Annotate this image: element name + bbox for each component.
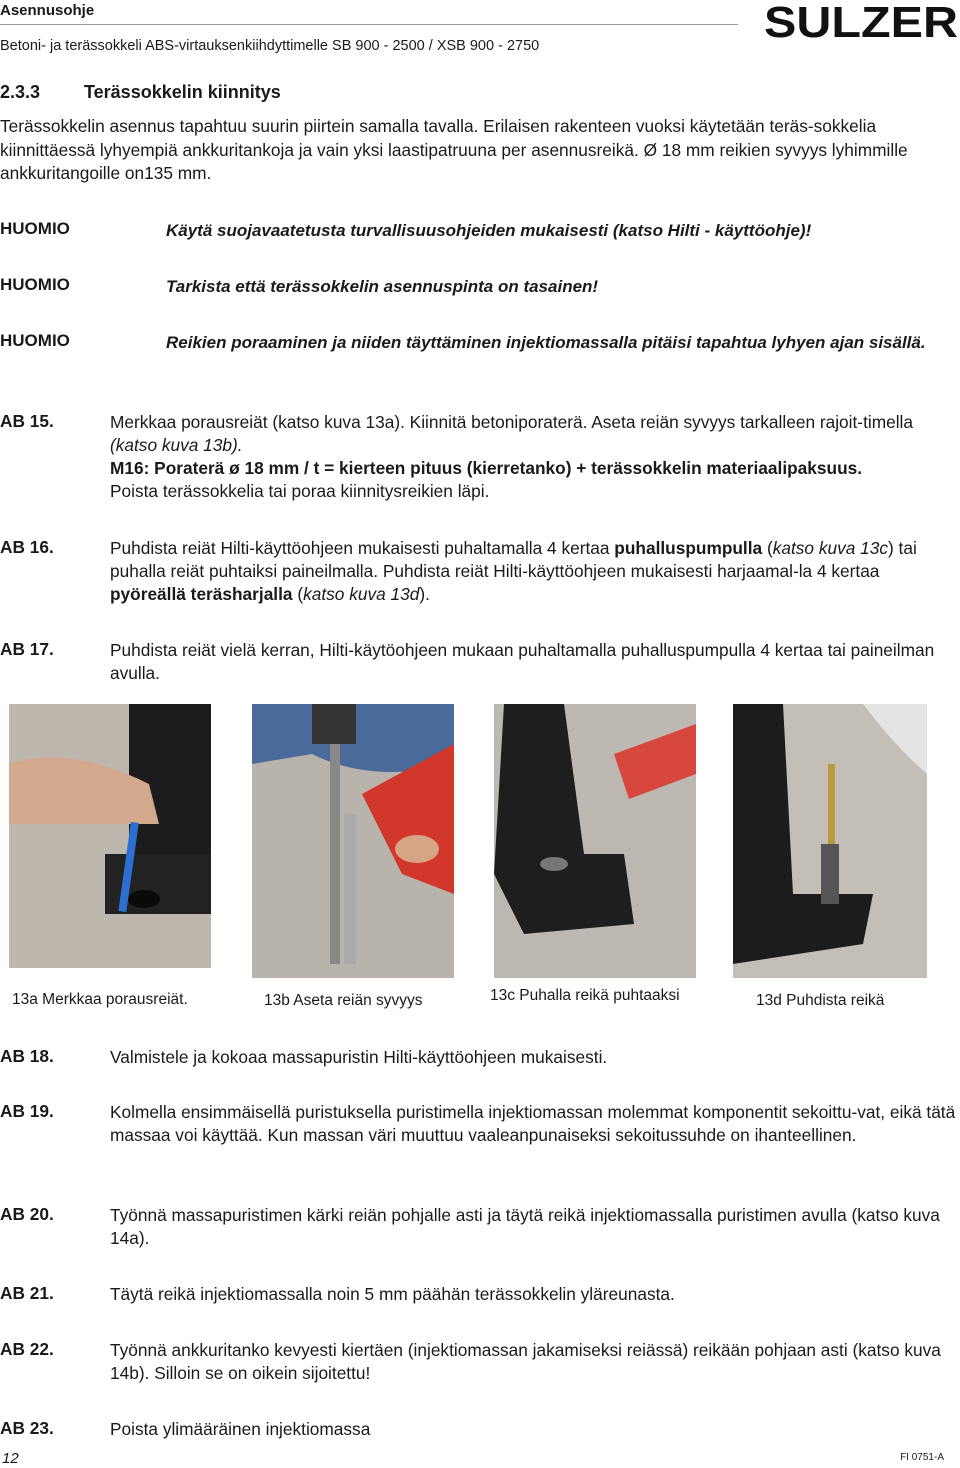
step-text: Työnnä ankkuritanko kevyesti kiertäen (injektiomassan jakamiseksi reiässä) reikään pohjaan asti (katso kuva 14b). Silloin se on oikein sijoitettu! — [110, 1340, 941, 1383]
step-text: Kolmella ensimmäisellä puristuksella puristimella injektiomassan molemmat komponentit sekoittu-vat, eikä tätä massaa voi käyttää. Kun massan väri muuttuu vaaleanpunaiseksi sekoitussuhde on ihanteellinen. — [110, 1102, 956, 1145]
figure-caption: 13c Puhalla reikä puhtaaksi — [490, 987, 680, 1004]
section-title: Terässokkelin kiinnitys — [84, 82, 281, 102]
figure-reference: katso kuva 13c — [772, 538, 888, 558]
figure-caption: 13b Aseta reiän syvyys — [264, 992, 423, 1009]
document-code: FI 0751-A — [900, 1452, 944, 1463]
note-text: Käytä suojavaatetusta turvallisuusohjeiden mukaisesti (katso Hilti - käyttöohje)! — [166, 221, 812, 240]
step-text-part: ) tai puhalla reiät puhtaiksi paineilmalla. Puhdista reiät Hilti-käyttöohjeen mukaisesti harjaamal-la 4 kertaa — [110, 538, 917, 581]
note-text: Tarkista että terässokkelin asennuspinta on tasainen! — [166, 277, 599, 296]
step-text: Työnnä massapuristimen kärki reiän pohjalle asti ja täytä reikä injektiomassalla puristimen avulla (katso kuva 14a). — [110, 1205, 940, 1248]
step-label: AB 20. — [0, 1204, 54, 1224]
step-text: Täytä reikä injektiomassalla noin 5 mm päähän terässokkelin yläreunasta. — [110, 1284, 675, 1304]
step-text: Valmistele ja kokoaa massapuristin Hilti-käyttöohjeen mukaisesti. — [110, 1047, 608, 1067]
step-text-part: ( — [292, 584, 304, 604]
photo-13d-brush-hole — [733, 704, 927, 978]
page-number: 12 — [2, 1450, 19, 1467]
photo-13a-marking-holes — [9, 704, 211, 968]
step-label: AB 17. — [0, 639, 54, 659]
step-text — [110, 411, 956, 503]
step-label: AB 15. — [0, 411, 54, 431]
emphasis: pyöreällä teräsharjalla — [110, 584, 293, 604]
step-text-part: Poista terässokkelia tai poraa kiinnitysreikien läpi. — [110, 481, 490, 501]
note-label: HUOMIO — [0, 275, 70, 294]
header-rule — [0, 24, 738, 25]
step-label: AB 21. — [0, 1283, 54, 1303]
note-text: Reikien poraaminen ja niiden täyttäminen injektiomassalla pitäisi tapahtua lyhyen ajan sisällä. — [166, 333, 926, 352]
sulzer-logo — [764, 0, 960, 44]
step-text-part: ( — [762, 538, 773, 558]
note-label: HUOMIO — [0, 331, 70, 350]
document-title: Asennusohje — [0, 2, 95, 19]
figure-reference: katso kuva 13d — [303, 584, 420, 604]
intro-paragraph: Terässokkelin asennus tapahtuu suurin piirtein samalla tavalla. Erilaisen rakenteen vuoksi käytetään teräs-sokkelia kiinnittäessä lyhyempiä ankkuritankoja ja vain yksi laastipatruuna per asennusreikä. Ø 18 mm reikien syvyys lyhimmille ankkuritangoille on135 mm. — [0, 116, 908, 183]
step-text-part: ). — [419, 584, 430, 604]
step-text: Poista ylimääräinen injektiomassa — [110, 1419, 371, 1439]
figure-caption: 13d Puhdista reikä — [756, 992, 885, 1009]
drill-spec: M16: Poraterä ø 18 mm / t = kierteen pituus (kierretanko) + terässokkelin materiaalipaksuus. — [110, 458, 863, 478]
document-subtitle: Betoni- ja terässokkeli ABS-virtauksenkiihdyttimelle SB 900 - 2500 / XSB 900 - 2750 — [0, 38, 540, 54]
section-number: 2.3.3 — [0, 82, 41, 102]
step-label: AB 19. — [0, 1101, 54, 1121]
step-label: AB 22. — [0, 1339, 54, 1359]
step-label: AB 23. — [0, 1418, 54, 1438]
logo-text: SULZER — [764, 0, 958, 44]
step-text — [110, 537, 956, 606]
step-text: Puhdista reiät vielä kerran, Hilti-käytöohjeen mukaan puhaltamalla puhalluspumpulla 4 kertaa tai paineilman avulla. — [110, 640, 935, 683]
photo-13c-blow-out-hole — [494, 704, 696, 978]
photo-13b-drill-depth — [252, 704, 454, 978]
step-text-part: Puhdista reiät Hilti-käyttöohjeen mukaisesti puhaltamalla 4 kertaa — [110, 538, 615, 558]
step-label: AB 16. — [0, 537, 54, 557]
emphasis: puhalluspumpulla — [614, 538, 763, 558]
section-heading — [0, 82, 281, 103]
figure-reference: (katso kuva 13b). — [110, 435, 243, 455]
figure-caption: 13a Merkkaa porausreiät. — [12, 991, 188, 1008]
step-text-part: Merkkaa porausreiät (katso kuva 13a). Kiinnitä betoniporaterä. Aseta reiän syvyys tarkalleen rajoit-timella — [110, 412, 914, 432]
step-label: AB 18. — [0, 1046, 54, 1066]
note-label: HUOMIO — [0, 219, 70, 238]
